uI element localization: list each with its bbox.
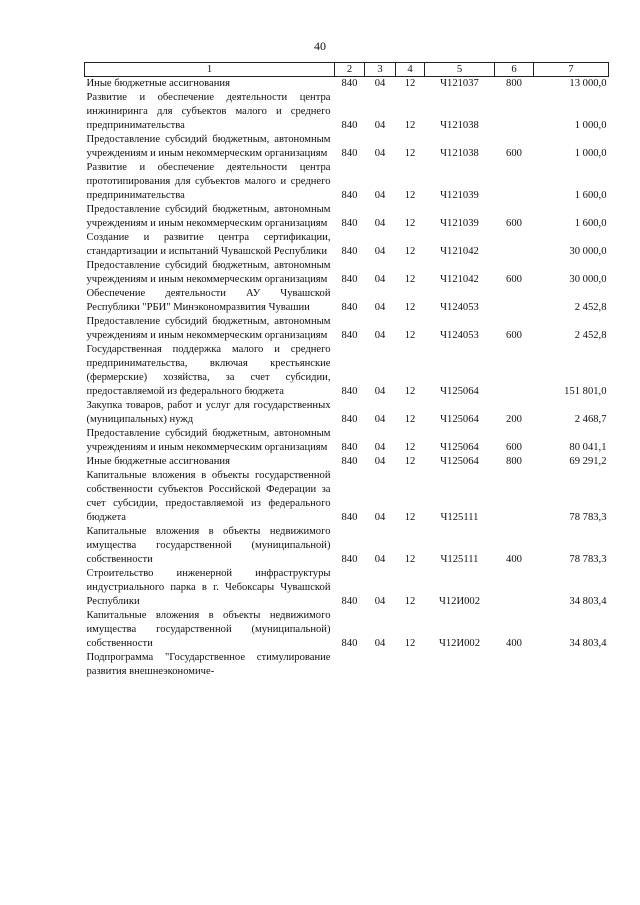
code-subsection: 12 [404, 638, 416, 649]
table-row [85, 77, 609, 92]
item-name: Развитие и обеспечение деятельности центра инжиниринга для субъектов малого и среднего предпринимательства [86, 92, 331, 131]
amount: 2 452,8 [574, 302, 607, 313]
code-subsection: 12 [404, 512, 416, 523]
table-row [85, 427, 609, 455]
code-ministry: 840 [341, 190, 358, 201]
amount: 30 000,0 [569, 274, 607, 285]
item-name: Обеспечение деятельности АУ Чувашской Республики "РБИ" Минэкономразвития Чувашии [86, 288, 331, 313]
code-subsection: 12 [404, 330, 416, 341]
amount: 151 801,0 [564, 386, 607, 397]
table-row [85, 567, 609, 609]
item-name: Строительство инженерной инфраструктуры индустриального парка в г. Чебоксары Чувашской Республики [86, 568, 331, 607]
code-expense-type: 400 [506, 638, 522, 649]
table-body [85, 77, 609, 680]
code-subsection: 12 [404, 456, 416, 467]
code-ministry: 840 [341, 246, 358, 257]
code-section: 04 [374, 596, 386, 607]
header-row [85, 63, 609, 77]
code-expense-type: 600 [506, 330, 522, 341]
code-section: 04 [374, 78, 386, 89]
amount: 34 803,4 [569, 596, 607, 607]
code-ministry: 840 [341, 442, 358, 453]
table-row [85, 315, 609, 343]
code-ministry: 840 [341, 148, 358, 159]
code-ministry: 840 [341, 512, 358, 523]
amount: 30 000,0 [569, 246, 607, 257]
code-target: Ч124053 [440, 302, 479, 313]
code-expense-type [495, 469, 534, 525]
item-name: Капитальные вложения в объекты недвижимого имущества государственной (муниципальной) собственности [86, 526, 331, 565]
code-target: Ч125064 [440, 414, 479, 425]
table-row [85, 203, 609, 231]
amount: 1 600,0 [574, 218, 607, 229]
column-header: 1 [85, 63, 335, 77]
code-subsection: 12 [404, 190, 416, 201]
code-expense-type: 800 [506, 456, 522, 467]
code-section: 04 [374, 274, 386, 285]
item-name: Предоставление субсидий бюджетным, автономным учреждениям и иным некоммерческим организациям [86, 204, 331, 229]
code-subsection: 12 [404, 414, 416, 425]
item-name: Предоставление субсидий бюджетным, автономным учреждениям и иным некоммерческим организациям [86, 316, 331, 341]
amount: 1 000,0 [574, 148, 607, 159]
code-section: 04 [374, 120, 386, 131]
amount: 1 000,0 [574, 120, 607, 131]
column-header: 5 [425, 63, 495, 77]
code-section: 04 [374, 386, 386, 397]
code-ministry: 840 [341, 218, 358, 229]
code-ministry: 840 [341, 638, 358, 649]
code-target: Ч125064 [440, 456, 479, 467]
table-row [85, 651, 609, 679]
item-name: Иные бюджетные ассигнования [86, 78, 230, 89]
table-row [85, 133, 609, 161]
code-expense-type [495, 91, 534, 133]
code-section: 04 [374, 442, 386, 453]
table-row [85, 399, 609, 427]
code-expense-type: 600 [506, 274, 522, 285]
code-ministry [335, 651, 365, 679]
table-row [85, 609, 609, 651]
code-section: 04 [374, 302, 386, 313]
amount [534, 651, 609, 679]
page-number: 40 [314, 39, 326, 53]
column-header: 2 [335, 63, 365, 77]
code-expense-type [495, 287, 534, 315]
column-header: 6 [495, 63, 534, 77]
amount: 78 783,3 [569, 512, 607, 523]
item-name: Предоставление субсидий бюджетным, автономным учреждениям и иным некоммерческим организациям [86, 428, 331, 453]
code-subsection: 12 [404, 554, 416, 565]
item-name: Развитие и обеспечение деятельности центра прототипирования для субъектов малого и среднего предпринимательства [86, 162, 331, 201]
code-expense-type [495, 567, 534, 609]
code-subsection: 12 [404, 120, 416, 131]
column-header: 7 [534, 63, 609, 77]
table-row [85, 91, 609, 133]
item-name: Капитальные вложения в объекты государственной собственности субъектов Российской Федерации за счет субсидии, предоставляемой из федерального бюджета [86, 470, 331, 523]
code-ministry: 840 [341, 274, 358, 285]
code-subsection: 12 [404, 596, 416, 607]
code-section: 04 [374, 638, 386, 649]
table-row [85, 161, 609, 203]
amount: 80 041,1 [569, 442, 607, 453]
item-name: Закупка товаров, работ и услуг для государственных (муниципальных) нужд [86, 400, 331, 425]
code-subsection: 12 [404, 302, 416, 313]
item-name: Государственная поддержка малого и среднего предпринимательства, включая крестьянские (фермерские) хозяйства, за счет субсидии, предоставляемой из федерального бюджета [86, 344, 331, 397]
code-target: Ч124053 [440, 330, 479, 341]
item-name: Предоставление субсидий бюджетным, автономным учреждениям и иным некоммерческим организациям [86, 260, 331, 285]
table-row [85, 525, 609, 567]
code-target: Ч121039 [440, 190, 479, 201]
item-name: Предоставление субсидий бюджетным, автономным учреждениям и иным некоммерческим организациям [86, 134, 331, 159]
code-target: Ч125064 [440, 386, 479, 397]
table-header [85, 63, 609, 77]
code-ministry: 840 [341, 456, 358, 467]
code-target: Ч12И002 [438, 596, 481, 607]
code-target: Ч12И002 [438, 638, 481, 649]
code-section: 04 [374, 218, 386, 229]
code-subsection: 12 [404, 218, 416, 229]
code-target: Ч121037 [440, 78, 479, 89]
column-header: 4 [396, 63, 425, 77]
code-subsection [396, 651, 425, 679]
column-header: 3 [365, 63, 396, 77]
code-section: 04 [374, 190, 386, 201]
item-name: Капитальные вложения в объекты недвижимого имущества государственной (муниципальной) собственности [86, 610, 331, 649]
code-subsection: 12 [404, 78, 416, 89]
item-name: Подпрограмма "Государственное стимулирование развития внешнеэкономиче- [86, 652, 331, 677]
amount: 13 000,0 [569, 78, 607, 89]
code-target: Ч121042 [440, 246, 479, 257]
code-section: 04 [374, 148, 386, 159]
code-section: 04 [374, 330, 386, 341]
code-ministry: 840 [341, 78, 358, 89]
code-target: Ч121039 [440, 218, 479, 229]
amount: 2 452,8 [574, 330, 607, 341]
code-target: Ч121038 [440, 148, 479, 159]
table-row [85, 259, 609, 287]
table-row [85, 287, 609, 315]
amount: 1 600,0 [574, 190, 607, 201]
code-subsection: 12 [404, 386, 416, 397]
amount: 69 291,2 [569, 456, 607, 467]
code-expense-type: 600 [506, 442, 522, 453]
code-target: Ч121038 [440, 120, 479, 131]
code-expense-type: 400 [506, 554, 522, 565]
code-subsection: 12 [404, 148, 416, 159]
code-expense-type: 800 [506, 78, 522, 89]
code-section: 04 [374, 246, 386, 257]
code-section: 04 [374, 512, 386, 523]
code-section: 04 [374, 554, 386, 565]
code-expense-type: 600 [506, 218, 522, 229]
code-expense-type: 200 [506, 414, 522, 425]
code-subsection: 12 [404, 442, 416, 453]
code-ministry: 840 [341, 302, 358, 313]
table-row [85, 469, 609, 525]
code-expense-type: 600 [506, 148, 522, 159]
table-row [85, 231, 609, 259]
code-target: Ч125064 [440, 442, 479, 453]
code-ministry: 840 [341, 414, 358, 425]
code-section [365, 651, 396, 679]
code-expense-type [495, 343, 534, 399]
code-target: Ч125111 [440, 512, 479, 523]
code-subsection: 12 [404, 246, 416, 257]
table-row [85, 455, 609, 469]
code-ministry: 840 [341, 386, 358, 397]
code-subsection: 12 [404, 274, 416, 285]
table-row [85, 343, 609, 399]
code-ministry: 840 [341, 330, 358, 341]
item-name: Создание и развитие центра сертификации, стандартизации и испытаний Чувашской Республики [86, 232, 331, 257]
code-expense-type [495, 231, 534, 259]
code-ministry: 840 [341, 596, 358, 607]
code-target: Ч125111 [440, 554, 479, 565]
amount: 78 783,3 [569, 554, 607, 565]
code-section: 04 [374, 456, 386, 467]
code-expense-type [495, 651, 534, 679]
code-target: Ч121042 [440, 274, 479, 285]
code-target [425, 651, 495, 679]
code-ministry: 840 [341, 554, 358, 565]
code-expense-type [495, 161, 534, 203]
code-section: 04 [374, 414, 386, 425]
amount: 2 468,7 [574, 414, 607, 425]
amount: 34 803,4 [569, 638, 607, 649]
code-ministry: 840 [341, 120, 358, 131]
budget-table [84, 62, 609, 679]
item-name: Иные бюджетные ассигнования [86, 456, 230, 467]
